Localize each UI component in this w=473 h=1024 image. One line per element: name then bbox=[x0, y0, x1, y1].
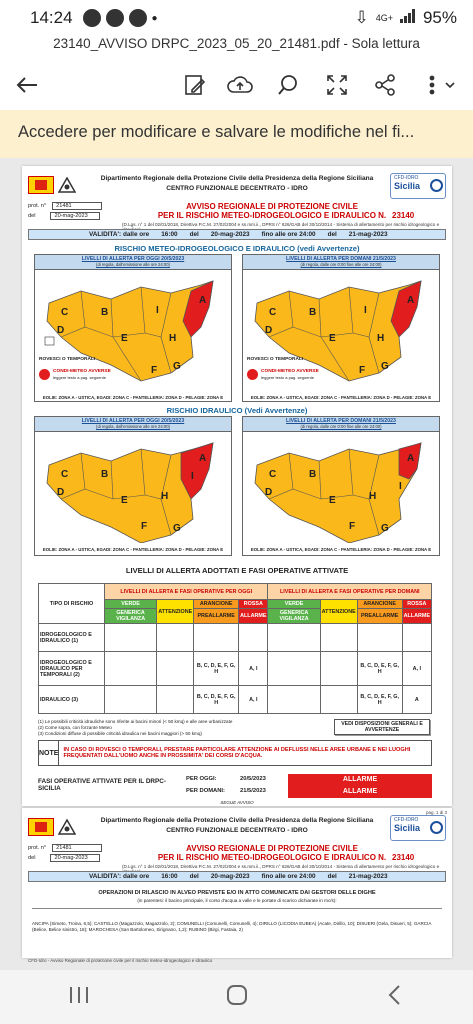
notification-icons bbox=[83, 9, 158, 27]
cell: B, C, D, E, F, G, H bbox=[194, 686, 239, 714]
col-rossa: ROSSA bbox=[402, 600, 431, 609]
svg-text:E: E bbox=[121, 333, 128, 344]
fasi-block bbox=[38, 774, 432, 800]
protezione-civile-logo bbox=[58, 819, 76, 835]
svg-text:G: G bbox=[173, 523, 181, 534]
col-arancione: ARANCIONE bbox=[357, 600, 402, 609]
prot-label: prot. n° bbox=[28, 845, 47, 851]
svg-text:G: G bbox=[173, 361, 181, 372]
validity-from-hour: 16:00 bbox=[161, 873, 178, 880]
allarme-domani: ALLARME bbox=[288, 786, 432, 798]
zone-note: EOLIE: ZONA A - USTICA, EGADI: ZONA C - PANTELLERIA: ZONA D - PELAGIE: ZONA E bbox=[42, 395, 224, 400]
svg-text:A: A bbox=[199, 453, 207, 464]
svg-text:D: D bbox=[57, 487, 65, 498]
protocol-block bbox=[28, 202, 102, 220]
prot-value: 21481 bbox=[52, 844, 102, 852]
avviso-number: 23140 bbox=[392, 853, 415, 862]
avviso-line-1: AVVISO REGIONALE DI PROTEZIONE CIVILE bbox=[186, 844, 358, 853]
map-panel-today-2 bbox=[34, 416, 232, 556]
avviso-line-2: PER IL RISCHIO METEO-IDROGEOLOGICO E IDRAULICO N. bbox=[157, 853, 387, 862]
validity-to-date: 21-mag-2023 bbox=[348, 873, 388, 880]
note-2: (2) Come sopra, con forzante Meteo bbox=[38, 725, 112, 730]
svg-text:B: B bbox=[101, 469, 109, 480]
toolbar bbox=[0, 60, 473, 110]
svg-text:F: F bbox=[359, 365, 366, 376]
footer-right: pag. 1 di 3 bbox=[425, 810, 447, 815]
map-panel-tomorrow-1 bbox=[242, 254, 440, 402]
col-arancione-sub: PREALLARME bbox=[357, 609, 402, 624]
section-livelli: LIVELLI DI ALLERTA ADOTTATI E FASI OPERATIVE ATTIVATE bbox=[125, 566, 349, 575]
fasi-label: FASI OPERATIVE ATTIVATE PER IL DRPC-SICILIA bbox=[38, 778, 167, 792]
panel-subtitle: (di regola, dalle ore 0:00 fine alle ore 24:00) bbox=[300, 424, 382, 429]
signal-icon bbox=[400, 8, 416, 28]
col-rossa-sub: ALLARME bbox=[402, 609, 431, 624]
fullscreen-icon[interactable] bbox=[322, 70, 352, 100]
panel-title: LIVELLI DI ALLERTA PER DOMANI 21/5/2023 bbox=[286, 418, 396, 424]
cell bbox=[402, 624, 431, 652]
cfd-idro-logo bbox=[390, 815, 446, 841]
row-label: IDROGEOLOGICO E IDRAULICO PER TEMPORALI (2) bbox=[39, 652, 105, 686]
col-verde: VERDE bbox=[105, 600, 157, 609]
sicily-map bbox=[41, 439, 227, 543]
svg-text:E: E bbox=[121, 495, 128, 506]
dighe-subtitle: (in parentesi: il bacino principale, il corso d'acqua a valle e le portate di scarico dichiarate in mc/s): bbox=[137, 898, 337, 903]
cell: A, I bbox=[239, 652, 268, 686]
download-icon: ⇩ bbox=[354, 8, 369, 27]
table-row bbox=[39, 652, 432, 686]
col-rossa-sub: ALLARME bbox=[239, 609, 268, 624]
map-panel-tomorrow-2 bbox=[242, 416, 440, 556]
svg-text:H: H bbox=[377, 333, 385, 344]
home-icon[interactable] bbox=[225, 983, 249, 1012]
svg-text:I: I bbox=[399, 481, 402, 492]
svg-text:C: C bbox=[269, 469, 277, 480]
dighe-text: ANCIPA (Simeto, Troina, 6,5); CASTELLO (Magazzolo, Magazzolo, 2); COMUNELLI (Comunelli, Comunelli, 4); DIRILLO (LICODIA EUBEA) (Acate, Dirillo, 10); DISUERI (Gela, Disueri, 5); GARCIA (Belice, Belice sinistro, 18); MAROCHESA (San Bartolomeo, Sirignano, 1,2); RUBINO (Birgi, Fastaia, 2) bbox=[32, 908, 442, 933]
svg-text:A: A bbox=[407, 295, 415, 306]
map-panel-today-1 bbox=[34, 254, 232, 402]
dighe-section: OPERAZIONI DI RILASCIO IN ALVEO PREVISTE E/O IN ATTO COMUNICATE DAI GESTORI DELLE DIGHE bbox=[98, 890, 376, 896]
rovesci-label: ROVESCI O TEMPORALI bbox=[247, 357, 304, 362]
panel-subtitle: (di regola, dalle ore 0:00 fine alle ore 24:00) bbox=[300, 262, 382, 267]
del-value: 20-mag-2023 bbox=[50, 212, 100, 220]
page-header bbox=[22, 172, 452, 202]
region-sicilia-logo bbox=[28, 818, 54, 836]
search-icon[interactable] bbox=[273, 70, 303, 100]
page-header bbox=[22, 814, 452, 844]
avviso-number: 23140 bbox=[392, 211, 415, 220]
svg-text:A: A bbox=[199, 295, 207, 306]
warning-icon bbox=[247, 369, 258, 380]
condi-sub: leggere testo a pag. seguente bbox=[261, 375, 314, 380]
allarme-oggi: ALLARME bbox=[288, 774, 432, 786]
cell: B, C, D, E, F, G, H bbox=[357, 686, 402, 714]
validity-label: VALIDITA': dalle ore bbox=[89, 873, 150, 880]
validity-label: VALIDITA': dalle ore bbox=[89, 231, 150, 238]
col-verde-sub: GENERICA VIGILANZA bbox=[268, 609, 320, 624]
per-domani-label: PER DOMANI: bbox=[186, 788, 225, 794]
section-idraulico: RISCHIO IDRAULICO (Vedi Avvertenze) bbox=[166, 406, 308, 415]
svg-text:E: E bbox=[329, 495, 336, 506]
validity-from-date: 20-mag-2023 bbox=[210, 231, 250, 238]
svg-text:C: C bbox=[61, 307, 69, 318]
cfd-logo-top: CFD-IDRO bbox=[394, 175, 419, 181]
cfd-logo-bottom: Sicilia bbox=[394, 180, 421, 191]
svg-text:H: H bbox=[161, 491, 169, 502]
validity-bar bbox=[28, 871, 446, 882]
status-time: 14:24 bbox=[30, 8, 73, 27]
cfd-logo-top: CFD-IDRO bbox=[394, 817, 419, 823]
validity-del: del bbox=[189, 873, 199, 880]
cell bbox=[239, 624, 268, 652]
svg-text:I: I bbox=[364, 305, 367, 316]
validity-bar bbox=[28, 229, 446, 240]
col-arancione-sub: PREALLARME bbox=[194, 609, 239, 624]
row-label: IDRAULICO (3) bbox=[39, 686, 105, 714]
validity-from-hour: 16:00 bbox=[161, 231, 178, 238]
footer-left: CFD-Idro - Avviso Regionale di protezione civile per il rischio meteo-idrogeologico e idraulico bbox=[28, 958, 213, 963]
svg-text:C: C bbox=[61, 469, 69, 480]
region-sicilia-logo bbox=[28, 176, 54, 194]
warning-icon bbox=[39, 369, 50, 380]
notification-app-icon bbox=[129, 9, 147, 27]
panel-title: LIVELLI DI ALLERTA PER OGGI 20/5/2023 bbox=[81, 418, 185, 424]
more-dot-icon: ● bbox=[151, 12, 158, 24]
col-arancione: ARANCIONE bbox=[194, 600, 239, 609]
svg-text:H: H bbox=[169, 333, 177, 344]
del-value: 20-mag-2023 bbox=[50, 854, 100, 862]
protezione-civile-logo bbox=[58, 177, 76, 193]
prot-label: prot. n° bbox=[28, 203, 47, 209]
cell: B, C, D, E, F, G, H bbox=[194, 652, 239, 686]
validity-from-date: 20-mag-2023 bbox=[210, 873, 250, 880]
cfd-circle-icon bbox=[430, 821, 443, 834]
panel-subtitle: (di regola, dall'emissione alle ore 24:00) bbox=[96, 262, 170, 267]
svg-text:G: G bbox=[381, 523, 389, 534]
validity-to: fino alle ore 24:00 bbox=[261, 873, 316, 880]
note-1: (1) Le possibili criticità idrauliche sono riferite ai bacini minori (< 50 kmq) e alle aree urbanizzate bbox=[38, 719, 233, 724]
svg-text:D: D bbox=[265, 487, 273, 498]
per-oggi-label: PER OGGI: bbox=[186, 776, 217, 782]
legal-reference: (D.Lgs. n° 1 del 02/01/2018, Direttiva P.C.M. 27/02/2004 e ss.mm.ii., DPRS n° 626/GAB del 30/10/2014 - Sistema di allertamento per rischio idrogeologico e bbox=[122, 864, 440, 869]
validity-to-del: del bbox=[327, 873, 337, 880]
cfd-logo-bottom: Sicilia bbox=[394, 822, 421, 833]
facebook-icon bbox=[106, 9, 124, 27]
share-icon[interactable] bbox=[370, 70, 400, 100]
pdf-page-1 bbox=[22, 166, 452, 806]
validity-del: del bbox=[189, 231, 199, 238]
document-title: 23140_AVVISO DRPC_2023_05_20_21481.pdf - Sola lettura bbox=[0, 36, 473, 60]
cell: A bbox=[402, 686, 431, 714]
per-oggi-date: 20/5/2023 bbox=[240, 776, 266, 782]
table-row bbox=[39, 624, 432, 652]
svg-text:E: E bbox=[329, 333, 336, 344]
svg-text:D: D bbox=[57, 325, 65, 336]
panel-title: LIVELLI DI ALLERTA PER DOMANI 21/5/2023 bbox=[286, 256, 396, 262]
svg-text:I: I bbox=[191, 471, 194, 482]
cell bbox=[357, 624, 402, 652]
cloud-upload-icon[interactable] bbox=[225, 70, 255, 100]
vedi-disposizioni-box: VEDI DISPOSIZIONI GENERALI E AVVERTENZE bbox=[334, 719, 430, 735]
recent-apps-icon[interactable] bbox=[68, 985, 90, 1010]
svg-text:H: H bbox=[369, 491, 377, 502]
table-notes bbox=[38, 719, 232, 737]
svg-text:G: G bbox=[381, 361, 389, 372]
domani-header: LIVELLI DI ALLERTA E FASI OPERATIVE PER DOMANI bbox=[268, 584, 432, 600]
del-label: del bbox=[28, 855, 36, 861]
tipo-header: TIPO DI RISCHIO bbox=[39, 584, 105, 624]
note-3: (3) Condizioni diffuse di possibile criticità idraulica nei bacini maggiori (> 50 kmq) bbox=[38, 731, 202, 736]
more-options-icon[interactable] bbox=[420, 70, 460, 100]
legal-reference: (D.Lgs. n° 1 del 02/01/2018, Direttiva P.C.M. 27/02/2004 e ss.mm.ii., DPRS n° 626/GAB del 30/10/2014 - Sistema di allertamento per rischio idrogeologico e bbox=[122, 222, 440, 227]
col-gialla: ATTENZIONE bbox=[157, 600, 194, 624]
svg-text:F: F bbox=[141, 521, 148, 532]
table-row bbox=[39, 686, 432, 714]
alert-table bbox=[38, 583, 432, 714]
zone-note: EOLIE: ZONA A - USTICA, EGADI: ZONA C - PANTELLERIA: ZONA D - PELAGIE: ZONA E bbox=[250, 395, 432, 400]
panel-subtitle: (di regola, dall'emissione alle ore 24:00) bbox=[96, 424, 170, 429]
department-name: Dipartimento Regionale della Protezione Civile della Presidenza della Regione Siciliana bbox=[100, 175, 374, 182]
cfd-circle-icon bbox=[430, 179, 443, 192]
note-label: NOTE bbox=[39, 741, 59, 765]
pdf-page-2 bbox=[22, 808, 452, 958]
svg-text:A: A bbox=[407, 453, 415, 464]
col-verde: VERDE bbox=[268, 600, 320, 609]
note-text: IN CASO DI ROVESCI O TEMPORALI, PRESTARE PARTICOLARE ATTENZIONE AI DEFLUSSI NELLE AREE URBANE E NEI LUOGHI FREQUENTATI DALL'UOMO ANCHE IN PROSSIMITA' DEI CORSI D'ACQUA. bbox=[63, 747, 411, 759]
cell: B, C, D, E, F, G, H bbox=[357, 652, 402, 686]
back-arrow-icon[interactable] bbox=[12, 70, 42, 100]
avviso-title bbox=[142, 844, 402, 862]
svg-text:B: B bbox=[101, 307, 109, 318]
condi-label: CONDI-METEO AVVERSE bbox=[53, 369, 111, 374]
del-label: del bbox=[28, 213, 36, 219]
status-bar bbox=[0, 0, 473, 36]
avviso-title bbox=[142, 202, 402, 220]
panel-title: LIVELLI DI ALLERTA PER OGGI 20/5/2023 bbox=[81, 256, 185, 262]
svg-text:F: F bbox=[151, 365, 158, 376]
centro-funzionale: CENTRO FUNZIONALE DECENTRATO - IDRO bbox=[166, 827, 308, 834]
condi-sub: leggere testo a pag. seguente bbox=[53, 375, 106, 380]
condi-label: CONDI-METEO AVVERSE bbox=[261, 369, 319, 374]
network-label: 4G+ bbox=[375, 13, 393, 23]
svg-text:D: D bbox=[265, 325, 273, 336]
zone-note: EOLIE: ZONA A - USTICA, EGADI: ZONA C - PANTELLERIA: ZONA D - PELAGIE: ZONA E bbox=[250, 547, 432, 552]
row-label: IDROGEOLOGICO E IDRAULICO (1) bbox=[39, 624, 105, 652]
validity-to-date: 21-mag-2023 bbox=[348, 231, 388, 238]
note-box bbox=[38, 740, 432, 766]
cfd-idro-logo bbox=[390, 173, 446, 199]
cell: A, I bbox=[402, 652, 431, 686]
segue-avviso: SEGUE AVVISO bbox=[220, 800, 254, 805]
department-name: Dipartimento Regionale della Protezione Civile della Presidenza della Regione Siciliana bbox=[100, 817, 374, 824]
svg-text:B: B bbox=[309, 469, 317, 480]
prot-value: 21481 bbox=[52, 202, 102, 210]
oggi-header: LIVELLI DI ALLERTA E FASI OPERATIVE PER OGGI bbox=[105, 584, 268, 600]
rovesci-label: ROVESCI O TEMPORALI bbox=[39, 357, 96, 362]
col-gialla: ATTENZIONE bbox=[320, 600, 357, 624]
svg-text:C: C bbox=[269, 307, 277, 318]
svg-text:I: I bbox=[156, 305, 159, 316]
back-icon[interactable] bbox=[385, 983, 405, 1012]
zone-note: EOLIE: ZONA A - USTICA, EGADI: ZONA C - PANTELLERIA: ZONA D - PELAGIE: ZONA E bbox=[42, 547, 224, 552]
protocol-block bbox=[28, 844, 102, 862]
battery-level: 95% bbox=[422, 8, 457, 27]
section-meteo-idro: RISCHIO METEO-IDROGEOLOGICO E IDRAULICO (vedi Avvertenze) bbox=[114, 244, 360, 253]
avviso-line-2: PER IL RISCHIO METEO-IDROGEOLOGICO E IDRAULICO N. bbox=[157, 211, 387, 220]
sicily-map bbox=[249, 439, 435, 543]
edit-document-icon[interactable] bbox=[180, 70, 210, 100]
cell: A, I bbox=[239, 686, 268, 714]
validity-to-del: del bbox=[327, 231, 337, 238]
edit-banner[interactable]: Accedere per modificare e salvare le modifiche nel fi... bbox=[0, 110, 473, 158]
avviso-line-1: AVVISO REGIONALE DI PROTEZIONE CIVILE bbox=[186, 202, 358, 211]
centro-funzionale: CENTRO FUNZIONALE DECENTRATO - IDRO bbox=[166, 185, 308, 192]
per-domani-date: 21/5/2023 bbox=[240, 788, 266, 794]
svg-text:B: B bbox=[309, 307, 317, 318]
facebook-icon bbox=[83, 9, 101, 27]
cell bbox=[194, 624, 239, 652]
svg-text:F: F bbox=[349, 521, 356, 532]
col-verde-sub: GENERICA VIGILANZA bbox=[105, 609, 157, 624]
col-rossa: ROSSA bbox=[239, 600, 268, 609]
validity-to: fino alle ore 24:00 bbox=[261, 231, 316, 238]
pdf-viewer[interactable] bbox=[0, 158, 473, 970]
android-nav-bar bbox=[0, 970, 473, 1024]
